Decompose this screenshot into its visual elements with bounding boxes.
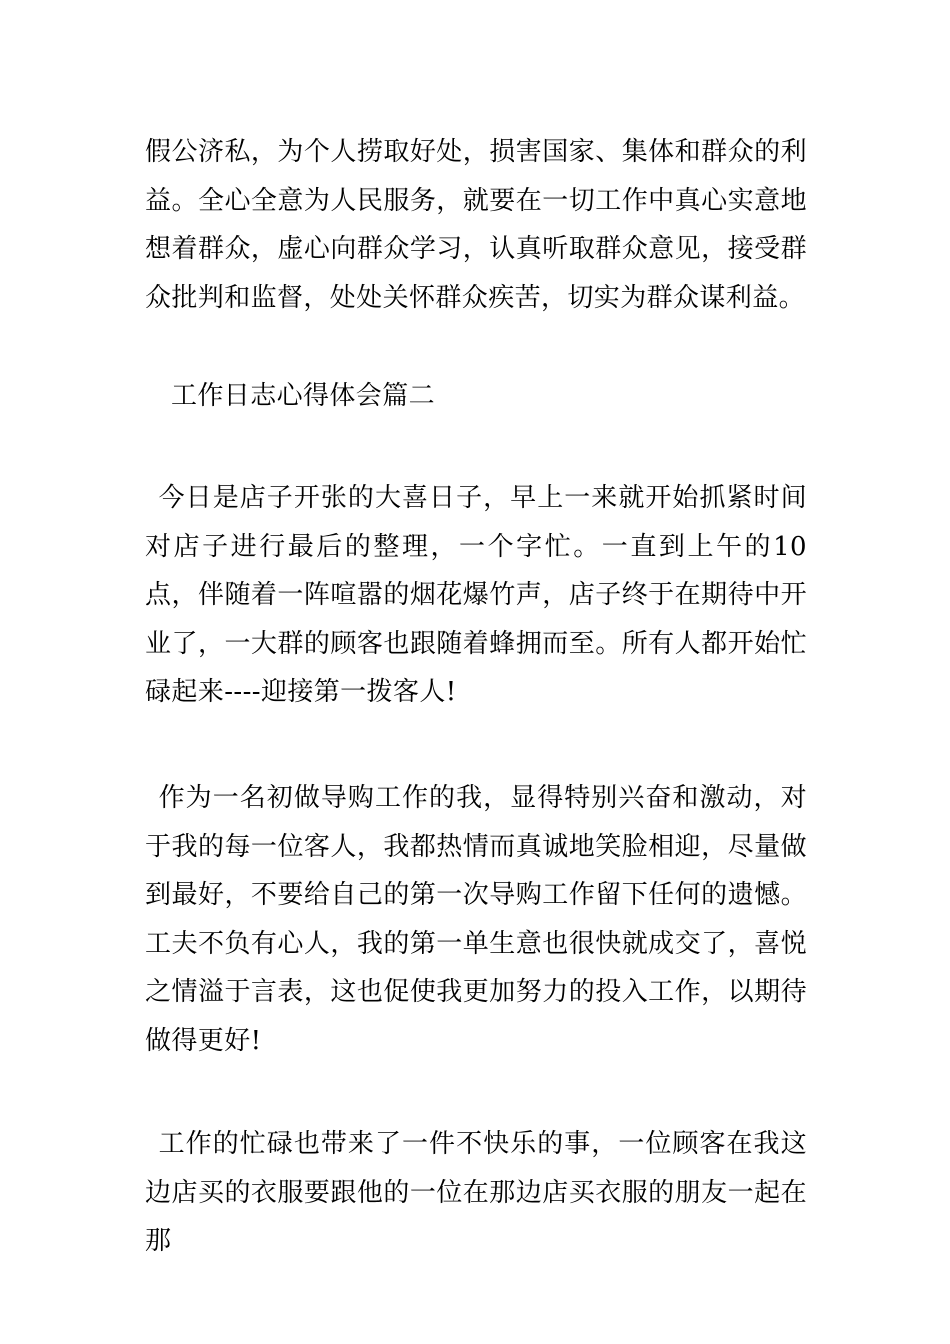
paragraph-opening-day <box>145 474 807 717</box>
paragraph-first-sale <box>145 774 807 1065</box>
paragraph-intro: 假公济私，为个人捞取好处，损害国家、集体和群众的利益。全心全意为人民服务，就要在一切工作中真心实意地想着群众，虚心向群众学习，认真听取群众意见，接受群众批判和监督，处处关怀群众疾苦，切实为群众谋利益。 <box>145 137 807 313</box>
section-heading: 工作日志心得体会篇二 <box>171 381 436 411</box>
paragraph-text: 作为一名初做导购工作的我，显得特别兴奋和激动，对于我的每一位客人，我都热情而真诚地笑脸相迎，尽量做到最好，不要给自己的第一次导购工作留下任何的遗憾。工夫不负有心人，我的第一单生意也很快就成交了，喜悦之情溢于言表，这也促使我更加努力的投入工作，以期待做得更好! <box>145 783 807 1056</box>
paragraph-text: 今日是店子开张的大喜日子，早上一来就开始抓紧时间对店子进行最后的整理，一个字忙。一直到上午的10点，伴随着一阵喧嚣的烟花爆竹声，店子终于在期待中开业了，一大群的顾客也跟随着蜂拥而至。所有人都开始忙碌起来----迎接第一拨客人! <box>145 483 807 707</box>
paragraph-text: 工作的忙碌也带来了一件不快乐的事，一位顾客在我这边店买的衣服要跟他的一位在那边店买衣服的朋友一起在那 <box>145 1129 807 1256</box>
paragraph-unhappy-event <box>145 1120 807 1266</box>
